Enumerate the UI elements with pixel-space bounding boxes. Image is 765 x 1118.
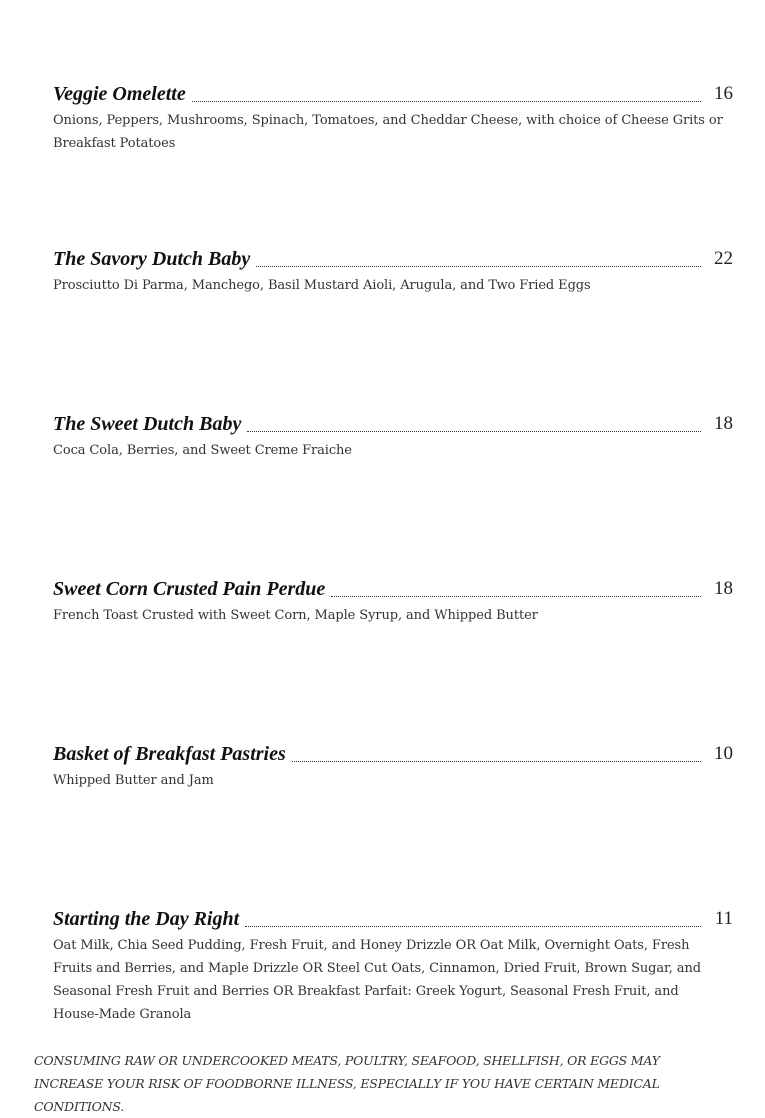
dotted-leader [245, 925, 701, 927]
dotted-leader [192, 100, 701, 102]
menu-item-price: 10 [714, 743, 733, 764]
menu-item-description: Oat Milk, Chia Seed Pudding, Fresh Fruit, and Honey Drizzle OR Oat Milk, Overnight Oats, Fresh Fruits and Berries, and Maple Drizzle OR Steel Cut Oats, Cinnamon, Dried Fruit, Brown Sugar, and Seasonal Fresh Fruit and Berries OR Breakfast Parfait: Greek Yogurt, Seasonal Fresh Fruit, and House-Made Granola [53, 938, 701, 1022]
menu-item-name: Basket of Breakfast Pastries [53, 743, 286, 765]
foodborne-illness-disclaimer: CONSUMING RAW OR UNDERCOOKED MEATS, POULTRY, SEAFOOD, SHELLFISH, OR EGGS MAY INCREASE YOUR RISK OF FOODBORNE ILLNESS, ESPECIALLY IF YOU HAVE CERTAIN MEDICAL CONDITIONS. [34, 1053, 660, 1114]
menu-item [53, 410, 733, 462]
menu-item-price: 22 [714, 248, 733, 269]
menu-item [53, 80, 733, 155]
menu-item-header [53, 575, 733, 601]
menu-item-price: 11 [714, 908, 733, 929]
menu-item-name: The Sweet Dutch Baby [53, 413, 242, 435]
menu-item-header [53, 740, 733, 766]
menu-item-header [53, 80, 733, 106]
menu-item-description: French Toast Crusted with Sweet Corn, Maple Syrup, and Whipped Butter [53, 608, 538, 623]
menu-item [53, 905, 733, 1026]
menu-item-name: Veggie Omelette [53, 83, 186, 105]
menu-item-description: Coca Cola, Berries, and Sweet Creme Fraiche [53, 443, 352, 458]
menu-item-price: 16 [714, 83, 733, 104]
dotted-leader [331, 595, 701, 597]
menu-item-header [53, 905, 733, 931]
menu-item-header [53, 410, 733, 436]
menu-item-description: Prosciutto Di Parma, Manchego, Basil Mustard Aioli, Arugula, and Two Fried Eggs [53, 278, 591, 293]
menu-item-description: Onions, Peppers, Mushrooms, Spinach, Tomatoes, and Cheddar Cheese, with choice of Cheese Grits or Breakfast Potatoes [53, 113, 723, 151]
dotted-leader [292, 760, 701, 762]
menu-item-description: Whipped Butter and Jam [53, 773, 214, 788]
menu-item-header [53, 245, 733, 271]
menu-item [53, 575, 733, 627]
menu-item [53, 245, 733, 297]
dotted-leader [256, 265, 701, 267]
menu-item [53, 740, 733, 792]
menu-item-name: The Savory Dutch Baby [53, 248, 251, 270]
menu-item-price: 18 [714, 413, 733, 434]
menu-item-name: Starting the Day Right [53, 908, 240, 930]
dotted-leader [247, 430, 701, 432]
menu-item-price: 18 [714, 578, 733, 599]
menu-item-name: Sweet Corn Crusted Pain Perdue [53, 578, 326, 600]
